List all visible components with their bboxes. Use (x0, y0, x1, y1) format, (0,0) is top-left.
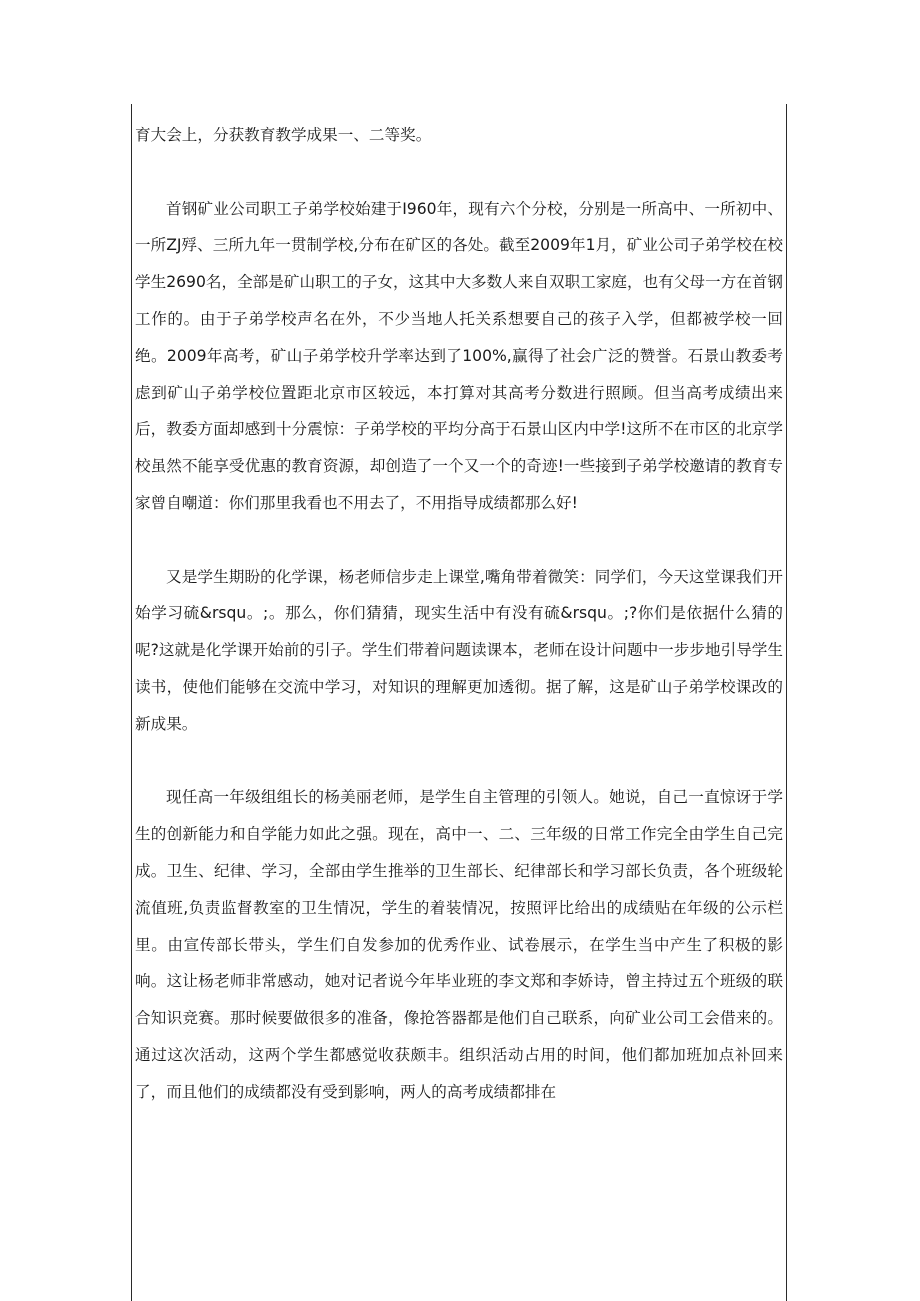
paragraph-2: 首钢矿业公司职工子弟学校始建于I960年，现有六个分校，分别是一所高中、一所初中、一所ZJ殍、三所九年一贯制学校,分布在矿区的各处。截至2009年1月，矿业公司子弟学校在校学生2690名，全部是矿山职工的子女，这其中大多数人来自双职工家庭，也有父母一方在首钢工作的。由于子弟学校声名在外，不少当地人托关系想要自己的孩子入学，但都被学校一回绝。2009年高考，矿山子弟学校升学率达到了100%,赢得了社会广泛的赞誉。石景山教委考虑到矿山子弟学校位置距北京市区较远，本打算对其高考分数进行照顾。但当高考成绩出来后，教委方面却感到十分震惊：子弟学校的平均分高于石景山区内中学!这所不在市区的北京学校虽然不能享受优惠的教育资源，却创造了一个又一个的奇迹!一些接到子弟学校邀请的教育专家曾自嘲道：你们那里我看也不用去了，不用指导成绩都那么好! (135, 199, 783, 512)
left-margin-rule (131, 104, 132, 1301)
document-body (135, 117, 783, 1111)
paragraph-4: 现任高一年级组组长的杨美丽老师，是学生自主管理的引领人。她说，自己一直惊讶于学生的创新能力和自学能力如此之强。现在，高中一、二、三年级的日常工作完全由学生自己完成。卫生、纪律、学习，全部由学生推举的卫生部长、纪律部长和学习部长负责，各个班级轮流值班,负责监督教室的卫生情况，学生的着装情况，按照评比给出的成绩贴在年级的公示栏里。由宣传部长带头，学生们自发参加的优秀作业、试卷展示，在学生当中产生了积极的影响。这让杨老师非常感动，她对记者说今年毕业班的李文郑和李娇诗，曾主持过五个班级的联合知识竞赛。那时候要做很多的准备，像抢答器都是他们自己联系，向矿业公司工会借来的。通过这次活动，这两个学生都感觉收获颇丰。组织活动占用的时间，他们都加班加点补回来了，而且他们的成绩都没有受到影响，两人的高考成绩都排在 (135, 788, 783, 1101)
right-margin-rule (786, 104, 787, 1301)
paragraph-3: 又是学生期盼的化学课，杨老师信步走上课堂,嘴角带着微笑：同学们，今天这堂课我们开始学习硫&rsqu。;。那么，你们猜猜，现实生活中有没有硫&rsqu。;?你们是依据什么猜的呢?这就是化学课开始前的引子。学生们带着问题读课本，老师在设计问题中一步步地引导学生读书，使他们能够在交流中学习，对知识的理解更加透彻。据了解，这是矿山子弟学校课改的新成果。 (135, 567, 783, 733)
paragraph-1: 育大会上，分获教育教学成果一、二等奖。 (135, 126, 432, 144)
